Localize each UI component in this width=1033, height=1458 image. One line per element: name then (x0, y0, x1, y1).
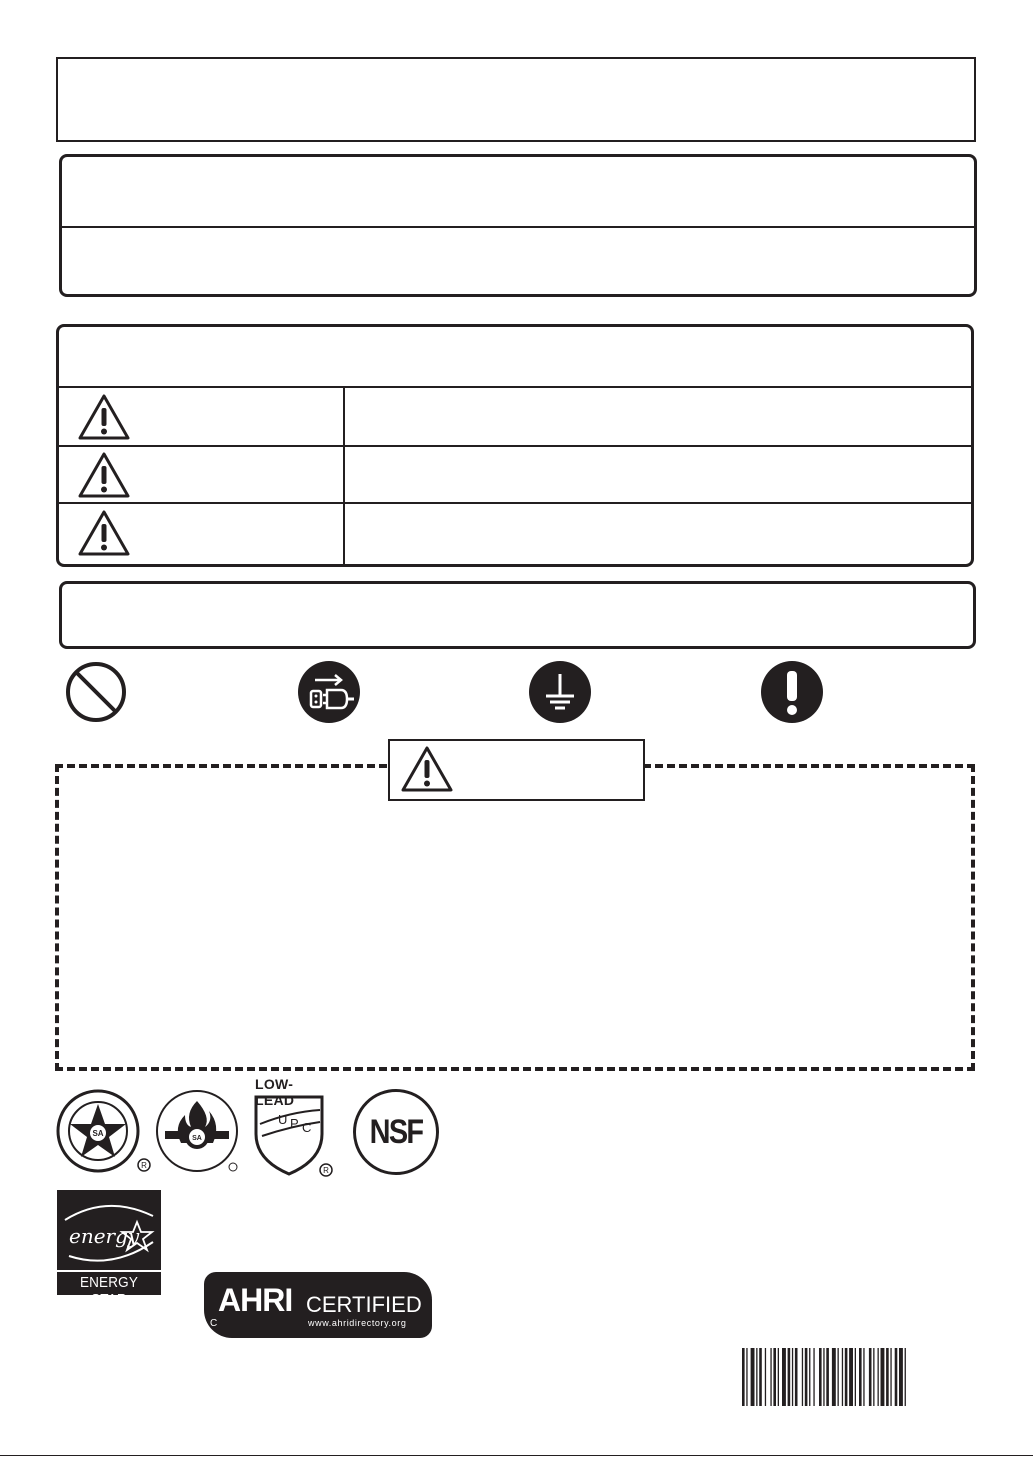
ahri-certified-logo (204, 1272, 432, 1338)
prohibited-icon (64, 660, 128, 724)
svg-text:U: U (278, 1112, 288, 1127)
svg-text:R: R (323, 1166, 329, 1175)
energy-star-label: ENERGY STAR (79, 1274, 139, 1308)
energy-star-logo (57, 1190, 161, 1308)
nsf-logo (353, 1089, 439, 1175)
ahri-url: www.ahridirectory.org (308, 1318, 407, 1328)
warning-header (388, 739, 645, 801)
svg-text:R: R (141, 1161, 147, 1170)
intro-divider (62, 226, 974, 228)
svg-text:C: C (302, 1120, 312, 1135)
svg-text:P: P (290, 1116, 299, 1131)
ground-icon (528, 660, 592, 724)
hazard-header-divider (59, 386, 971, 388)
ahri-prefix: C (210, 1318, 218, 1329)
svg-text:SA: SA (192, 1135, 202, 1142)
title-box (56, 57, 976, 142)
warning-triangle-icon (77, 393, 131, 441)
unplug-icon (297, 660, 361, 724)
barcode (742, 1348, 978, 1406)
warning-triangle-icon (77, 509, 131, 557)
hazard-row-divider-2 (59, 502, 971, 504)
svg-text:SA: SA (92, 1129, 104, 1138)
warning-panel (55, 764, 975, 1071)
hazard-row-divider-1 (59, 445, 971, 447)
hazard-column-divider (343, 386, 345, 564)
upc-top-label: LOW-LEAD (255, 1076, 295, 1108)
warning-triangle-icon (77, 451, 131, 499)
bottom-rule (0, 1455, 1033, 1456)
intro-box (59, 154, 977, 297)
hazard-table (56, 324, 974, 567)
mandatory-icon (760, 660, 824, 724)
energy-star-script: energy (69, 1224, 140, 1248)
energy-star-divider (57, 1270, 161, 1272)
warning-triangle-icon (400, 745, 454, 793)
csa-flame-logo (155, 1087, 245, 1177)
csa-design-certified-logo (56, 1087, 156, 1177)
ahri-certified-label: CERTIFIED (306, 1292, 422, 1317)
symbol-box (59, 581, 976, 649)
nsf-label: NSF (369, 1112, 423, 1151)
ahri-brand: AHRI (218, 1282, 293, 1318)
